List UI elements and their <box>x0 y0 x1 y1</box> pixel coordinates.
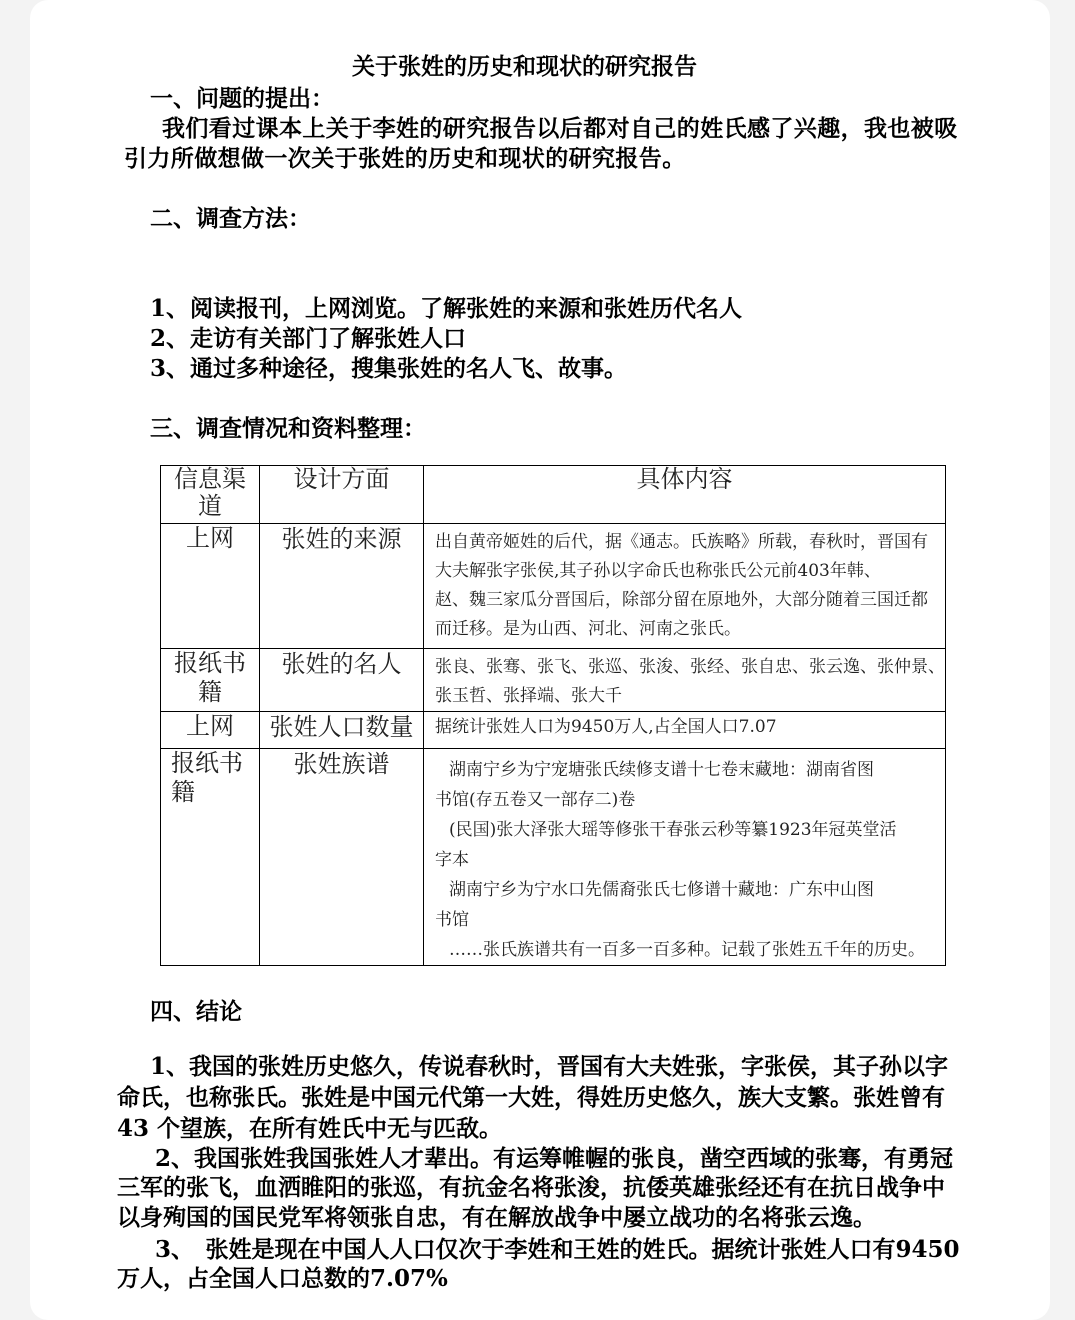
method-number: 3、 <box>150 355 190 382</box>
conclusion-line: 1、我国的张姓历史悠久，传说春秋时，晋国有大夫姓张，字张侯，其子孙以字 <box>150 1053 949 1080</box>
cell-aspect: 张姓的名人 <box>260 649 424 712</box>
content-line: 湖南宁乡为宁水口先儒裔张氏七修谱十藏地：广东中山图 <box>449 880 874 900</box>
channel-line: 籍 <box>171 778 195 806</box>
content-line: 而迁移。是为山西、河北、河南之张氏。 <box>435 619 741 639</box>
content-line: 张玉哲、张择端、张大千 <box>435 686 622 706</box>
content-line: 字本 <box>435 850 469 870</box>
table-row <box>161 749 946 966</box>
content-line: 湖南宁乡为宁宠塘张氏续修支谱十七卷末藏地：湖南省图 <box>449 760 874 780</box>
cell-content <box>424 749 946 966</box>
section-1-para-line-1: 我们看过课本上关于李姓的研究报告以后都对自己的姓氏感了兴趣，我也被吸 <box>162 115 958 142</box>
content-line: ……张氏族谱共有一百多一百多种。记载了张姓五千年的历史。 <box>449 940 925 960</box>
content-line: (民国)张大泽张大瑶等修张干春张云秒等纂1923年冠英堂活 <box>449 820 897 840</box>
content-line: 据统计张姓人口为9450万人,占全国人口7.07 <box>435 717 777 737</box>
content-line: 书馆 <box>435 910 469 930</box>
header-channel <box>161 466 260 524</box>
channel-line: 报纸书 <box>174 649 246 677</box>
cell-channel: 上网 <box>161 712 260 749</box>
cell-aspect: 张姓的来源 <box>260 524 424 649</box>
conclusion-line: 三军的张飞，血洒睢阳的张巡，有抗金名将张浚，抗倭英雄张经还有在抗日战争中 <box>117 1174 945 1201</box>
section-3-heading: 三、调查情况和资料整理： <box>150 415 426 442</box>
section-2-heading: 二、调查方法： <box>150 205 311 232</box>
cell-channel: 上网 <box>161 524 260 649</box>
cell-content <box>424 524 946 649</box>
table-row <box>161 649 946 712</box>
header-content: 具体内容 <box>424 466 946 524</box>
method-text: 阅读报刊，上网浏览。了解张姓的来源和张姓历代名人 <box>190 295 742 322</box>
cell-channel <box>161 749 260 966</box>
table-row <box>161 712 946 749</box>
research-table <box>160 465 946 966</box>
cell-channel <box>161 649 260 712</box>
header-aspect: 设计方面 <box>260 466 424 524</box>
content-line: 张良、张骞、张飞、张巡、张浚、张经、张自忠、张云逸、张仲景、 <box>435 657 945 677</box>
cell-content <box>424 649 946 712</box>
content-line: 赵、魏三家瓜分晋国后，除部分留在原地外，大部分随着三国迁都 <box>435 590 928 610</box>
table-row <box>161 524 946 649</box>
conclusion-line: 3、 张姓是现在中国人人口仅次于李姓和王姓的姓氏。据统计张姓人口有9450 <box>155 1236 960 1263</box>
content-line: 大夫解张字张侯,其子孙以字命氏也称张氏公元前403年韩、 <box>435 561 881 581</box>
header-channel-line: 道 <box>198 492 222 520</box>
cell-content <box>424 712 946 749</box>
content-line: 书馆(存五卷又一部存二)卷 <box>435 790 636 810</box>
conclusion-line: 43 个望族，在所有姓氏中无与匹敌。 <box>117 1115 503 1142</box>
header-channel-line: 信息渠 <box>174 465 246 493</box>
conclusion-line: 命氏，也称张氏。张姓是中国元代第一大姓，得姓历史悠久，族大支繁。张姓曾有 <box>117 1084 945 1111</box>
cell-aspect: 张姓人口数量 <box>260 712 424 749</box>
method-number: 2、 <box>150 325 190 352</box>
conclusion-line: 2、我国张姓我国张姓人才辈出。有运筹帷幄的张良，凿空西域的张骞，有勇冠 <box>155 1145 954 1172</box>
content-line: 出自黄帝姬姓的后代，据《通志。氏族略》所载，春秋时，晋国有 <box>435 532 928 552</box>
report-title: 关于张姓的历史和现状的研究报告 <box>352 53 697 80</box>
section-1-heading: 一、问题的提出： <box>150 85 334 112</box>
method-text: 走访有关部门了解张姓人口 <box>190 325 466 352</box>
channel-line: 籍 <box>198 678 222 706</box>
method-text: 通过多种途径，搜集张姓的名人飞、故事。 <box>190 355 627 382</box>
section-4-heading: 四、结论 <box>150 998 242 1025</box>
method-number: 1、 <box>150 295 190 322</box>
method-item <box>150 290 742 323</box>
conclusion-line: 万人，占全国人口总数的7.07% <box>117 1265 448 1292</box>
cell-aspect: 张姓族谱 <box>260 749 424 966</box>
section-1-para-line-2: 引力所做想做一次关于张姓的历史和现状的研究报告。 <box>124 145 686 172</box>
method-item <box>150 320 466 353</box>
channel-line: 报纸书 <box>171 749 243 777</box>
conclusion-line: 以身殉国的国民党军将领张自忠，有在解放战争中屡立战功的名将张云逸。 <box>117 1204 876 1231</box>
method-item <box>150 350 627 383</box>
table-header-row <box>161 466 946 524</box>
